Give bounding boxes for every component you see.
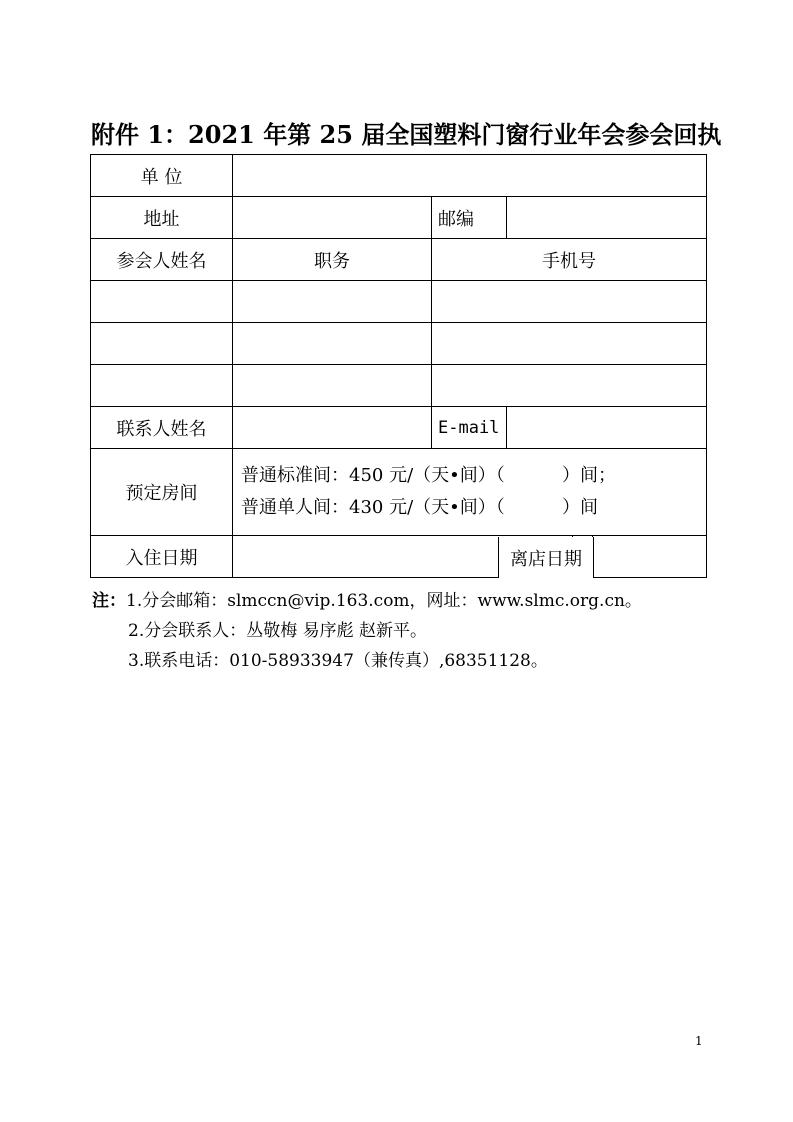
attendee-phone-field[interactable] — [432, 281, 707, 323]
address-row — [91, 197, 707, 239]
postcode-label: 邮编 — [432, 197, 507, 239]
checkout-label-text: 离店日期 — [510, 548, 582, 570]
address-label: 地址 — [91, 197, 233, 239]
attendee-name-label: 参会人姓名 — [91, 239, 233, 281]
page-title: 附件 1：2021 年第 25 届全国塑料门窗行业年会参会回执 — [91, 120, 722, 149]
attendee-position-field[interactable] — [233, 281, 432, 323]
position-label: 职务 — [233, 239, 432, 281]
email-field[interactable] — [507, 407, 707, 449]
room-options — [233, 449, 707, 536]
dates-row — [91, 536, 707, 578]
room-row — [91, 449, 707, 536]
attendee-name-field[interactable] — [91, 323, 233, 365]
unit-field[interactable] — [233, 155, 707, 197]
registration-form-table — [90, 154, 707, 578]
note-line-2: 2.分会联系人：丛敬梅 易序彪 赵新平。 — [128, 621, 428, 641]
checkout-label-cell — [498, 537, 594, 578]
phone-label: 手机号 — [432, 239, 707, 281]
page-number: 1 — [695, 1034, 703, 1048]
attendee-name-field[interactable] — [91, 281, 233, 323]
contact-name-field[interactable] — [233, 407, 432, 449]
notes — [92, 586, 642, 676]
attendee-position-field[interactable] — [233, 323, 432, 365]
email-label: E-mail — [432, 407, 507, 449]
attendee-row — [91, 365, 707, 407]
attendee-header-row — [91, 239, 707, 281]
contact-row — [91, 407, 707, 449]
checkout-field[interactable] — [593, 536, 707, 578]
attendee-phone-field[interactable] — [432, 323, 707, 365]
room-standard-text: 普通标准间：450 元/（天•间）（ ）间； — [241, 465, 616, 486]
attendee-position-field[interactable] — [233, 365, 432, 407]
room-single-text: 普通单人间：430 元/（天•间）（ ）间 — [241, 497, 598, 518]
contact-name-label: 联系人姓名 — [91, 407, 233, 449]
checkin-label: 入住日期 — [91, 536, 233, 578]
unit-row — [91, 155, 707, 197]
unit-label: 单 位 — [91, 155, 233, 197]
attendee-phone-field[interactable] — [432, 365, 707, 407]
address-field[interactable] — [233, 197, 432, 239]
attendee-row — [91, 281, 707, 323]
room-label: 预定房间 — [91, 449, 233, 536]
postcode-field[interactable] — [507, 197, 707, 239]
notes-prefix: 注： — [92, 591, 126, 611]
note-line-1: 1.分会邮箱：slmccn@vip.163.com，网址：www.slmc.org.cn。 — [126, 591, 642, 611]
attendee-name-field[interactable] — [91, 365, 233, 407]
note-line-3: 3.联系电话：010-58933947（兼传真）,68351128。 — [128, 651, 548, 671]
attendee-row — [91, 323, 707, 365]
